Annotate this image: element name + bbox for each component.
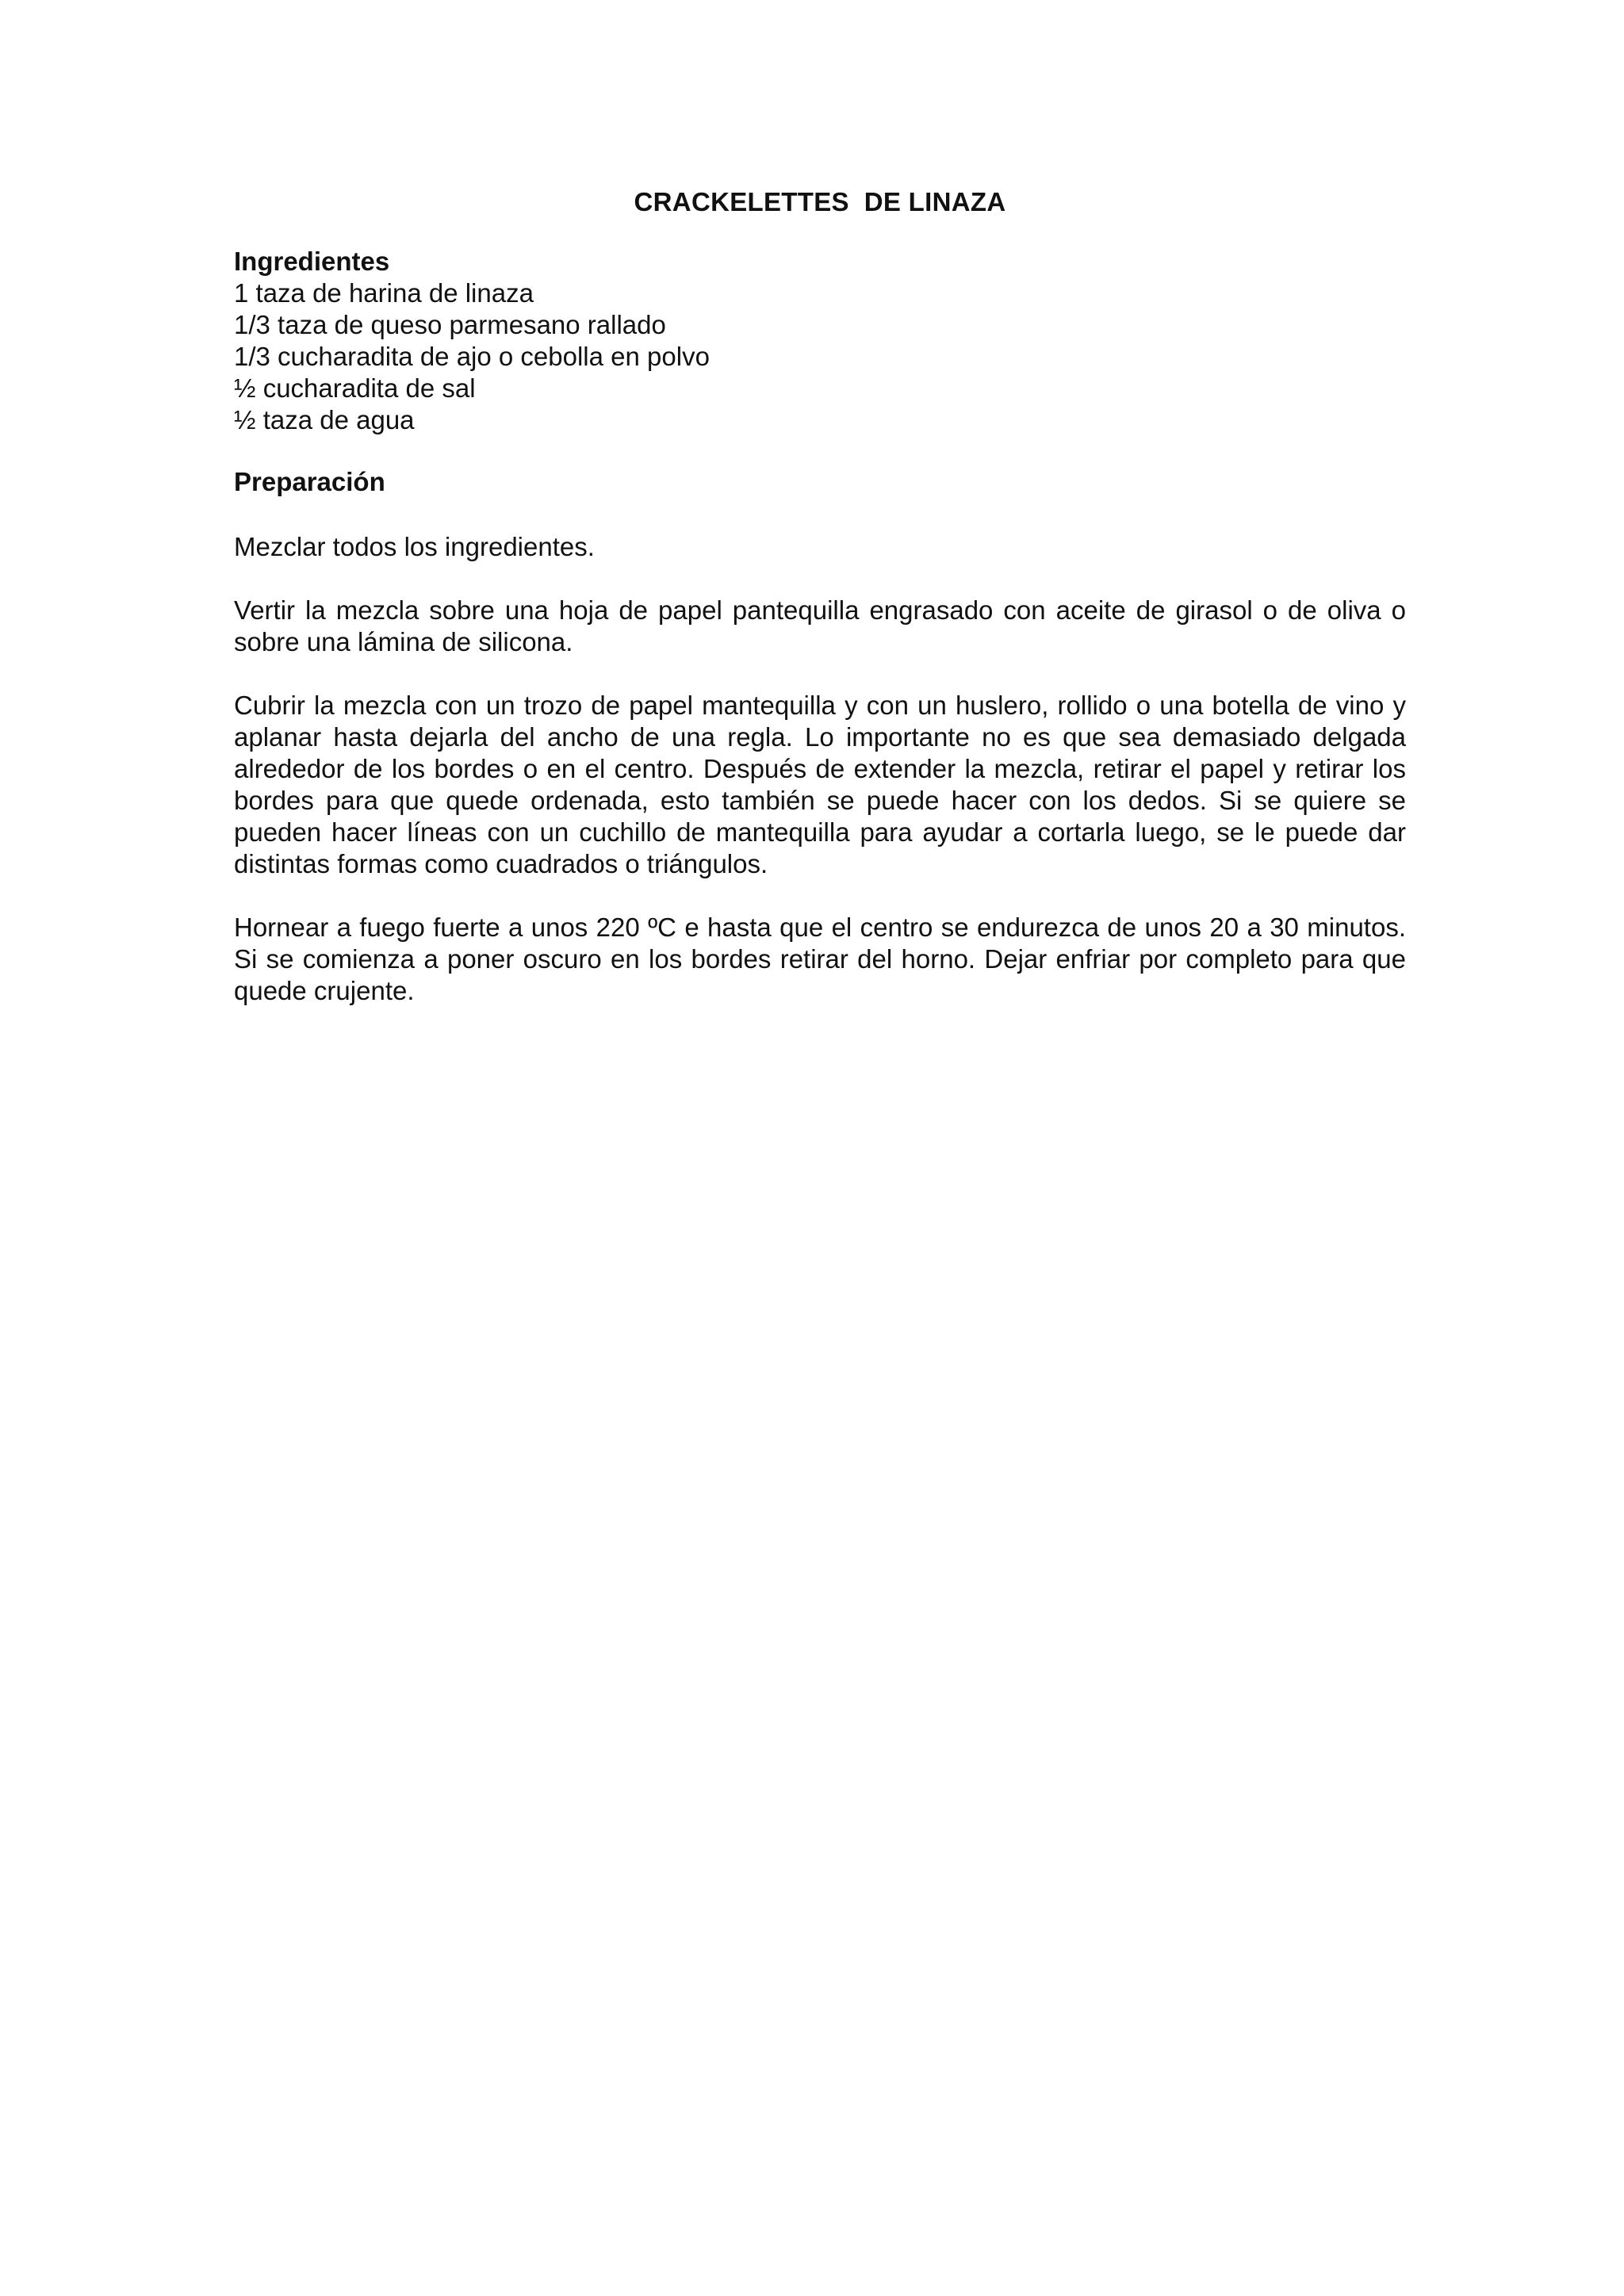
preparation-paragraph: Mezclar todos los ingredientes. <box>234 532 595 561</box>
preparation-paragraph: Cubrir la mezcla con un trozo de papel mantequilla y con un huslero, rollido o una botella de vino y aplanar hasta dejarla del ancho de una regla. Lo importante no es que sea demasiado delgada alrededor de los bordes o en el centro. Después de extender la mezcla, retirar el papel y retirar los bordes para que quede ordenada, esto también se puede hacer con los dedos. Si se quiere se pueden hacer líneas con un cuchillo de mantequilla para ayudar a cortarla luego, se le puede dar distintas formas como cuadrados o triángulos. <box>234 691 1406 878</box>
preparation-paragraph: Hornear a fuego fuerte a unos 220 ºC e hasta que el centro se endurezca de unos 20 a 30 minutos. Si se comienza a poner oscuro en los bordes retirar del horno. Dejar enfriar por completo para que quede crujente. <box>234 913 1406 1005</box>
ingredient-item: 1/3 cucharadita de ajo o cebolla en polvo <box>234 342 710 371</box>
ingredient-item: ½ taza de agua <box>234 405 415 434</box>
document-title: CRACKELETTES DE LINAZA <box>634 187 1006 216</box>
preparation-paragraph: Vertir la mezcla sobre una hoja de papel pantequilla engrasado con aceite de girasol o de oliva o sobre una lámina de silicona. <box>234 595 1406 656</box>
ingredients-list <box>234 277 1406 436</box>
preparation-heading: Preparación <box>234 467 385 496</box>
ingredients-heading: Ingredientes <box>234 247 390 276</box>
document-content <box>234 186 1406 1039</box>
ingredient-item: 1 taza de harina de linaza <box>234 278 534 308</box>
ingredient-item: 1/3 taza de queso parmesano rallado <box>234 310 666 339</box>
ingredient-item: ½ cucharadita de sal <box>234 373 476 403</box>
